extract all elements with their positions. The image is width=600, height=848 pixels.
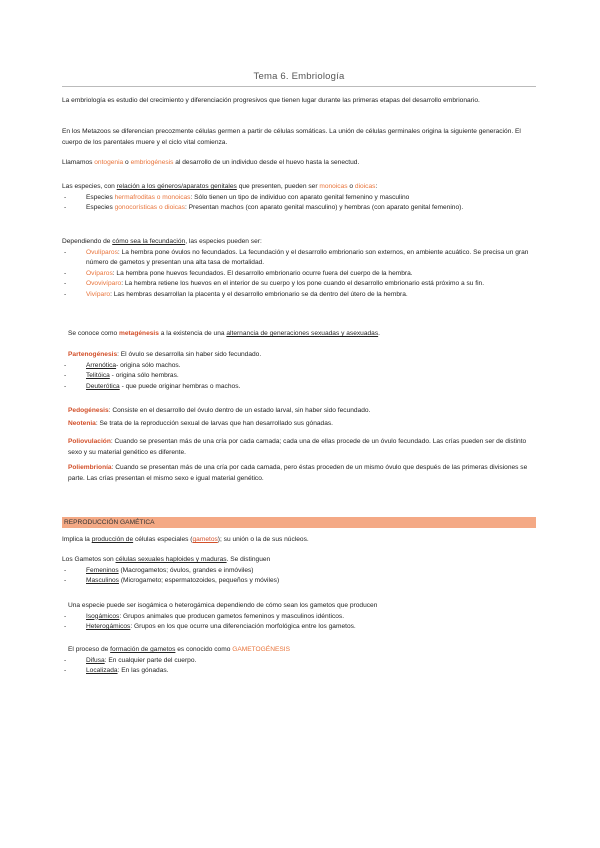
gametos-section: Los Gametos son células sexuales haploides y maduras. Se distinguen - Femeninos (Macrogametos; óvulos, grandes e inmóviles) - Masculinos (Microgameto; espermatozoides, pequeños y móviles) xyxy=(62,555,536,587)
ontogenia-paragraph: Llamamos ontogenia o embriogénesis al desarrollo de un individuo desde el huevo hasta la senectud. xyxy=(62,159,360,166)
isogamica-list xyxy=(62,612,542,633)
list-item: - Especies gonocorísticas o dioicas: Presentan machos (con aparato genital masculino) y hembras (con aparato genital femenino). xyxy=(62,203,536,214)
list-item: - Femeninos (Macrogametos; óvulos, grandes e inmóviles) xyxy=(62,566,536,577)
list-item: - Vivíparo: Las hembras desarrollan la placenta y el desarrollo embrionario se da dentro del útero de la hembra. xyxy=(62,290,536,301)
list-item: - Ovulíparos: La hembra pone óvulos no fecundados. La fecundación y el desarrollo embrionario son externos, en ambiente acuático. Se precisa un gran número de gametos y presentan una alta tasa de mortalidad. xyxy=(62,248,536,269)
metagenesis-link: alternancia de generaciones sexuadas y asexuadas xyxy=(226,330,379,337)
gametogenesis-list xyxy=(62,656,542,677)
section-title: REPRODUCCIÓN GAMÉTICA xyxy=(64,519,155,526)
list-item: - Ovíparos: La hembra pone huevos fecundados. El desarrollo embrionario ocurre fuera del cuerpo de la hembra. xyxy=(62,269,536,280)
neotenia-paragraph: Neotenia: Se trata de la reproducción sexual de larvas que han desarrollado sus gónadas. xyxy=(68,420,334,427)
intro-paragraph: La embriología es estudio del crecimiento y diferenciación progresivos que tienen lugar durante las primeras etapas del desarrollo embrionario. xyxy=(62,97,480,104)
embriogenesis-term: embriogénesis xyxy=(130,159,174,166)
list-item: - Especies hermafroditas o monoicas: Sólo tienen un tipo de individuo con aparato genital femenino y masculino xyxy=(62,193,536,204)
list-item: - Masculinos (Microgameto; espermatozoides, pequeños y móviles) xyxy=(62,576,536,587)
poliovulacion-paragraph: Poliovulación: Cuando se presentan más de una cría por cada camada; cada una de ellas procede de un óvulo fecundado. Las crías pueden ser de distinto sexo y su material genético es diferente. xyxy=(68,438,527,456)
especies-section: Las especies, con relación a los géneros/aparatos genitales que presenten, pueden ser monoicas o dioicas: - Especies hermafroditas o monoicas: Sólo tienen un tipo de individuo con aparato genital femenino y masculino - Especies gonocorísticas o dioicas: Presentan machos (con aparato genital masculino) y hembras (con aparato genital femenino). xyxy=(62,182,536,214)
list-item: - Ovovivíparo: La hembra retiene los huevos en el interior de su cuerpo y los pone cuando el desarrollo embrionario está próximo a su fin. xyxy=(62,279,536,290)
list-item: - Arrenótica- origina sólo machos. xyxy=(62,361,542,372)
isogamica-section: Una especie puede ser isogámica o heterogámica dependiendo de cómo sean los gametos que producen - Isogámicos: Grupos animales que producen gametos femeninos y masculinos idénticos. - Heterogámicos: Grupos en los que ocurre una diferenciación morfológica entre los gametos. xyxy=(62,601,542,633)
implica-paragraph: Implica la producción de células especiales (gametos); su unión o la de sus núcleos. xyxy=(62,536,309,543)
partenogenesis-list xyxy=(62,361,542,393)
list-item: - Deuterótica - que puede originar hembras o machos. xyxy=(62,382,542,393)
especies-list xyxy=(62,193,536,214)
list-item: - Localizada: En las gónadas. xyxy=(62,666,542,677)
partenogenesis-section: Partenogénesis: El óvulo se desarrolla sin haber sido fecundado. - Arrenótica- origina sólo machos. - Telitóica - origina sólo hembras. - Deuterótica - que puede originar hembras o machos. xyxy=(62,350,542,392)
list-item: - Telitóica - origina sólo hembras. xyxy=(62,371,542,382)
fecundacion-section: Dependiendo de cómo sea la fecundación, las especies pueden ser: - Ovulíparos: La hembra pone óvulos no fecundados. La fecundación y el desarrollo embrionario son externos, en ambiente acuático. Se precisa un gran número de gametos y presentan una alta tasa de mortalidad. - Ovíparos: La hembra pone huevos fecundados. El desarrollo embrionario ocurre fuera del cuerpo de la hembra. - Ovovivíparo: La hembra retiene los huevos en el interior de su cuerpo y los pone cuando el desarrollo embrionario está próximo a su fin. - Vivíparo: Las hembras desarrollan la placenta y el desarrollo embrionario se da dentro del útero de la hembra. xyxy=(62,237,536,301)
metazoos-paragraph: En los Metazoos se diferencian precozmente células germen a partir de células somáticas. La unión de células germinales origina la siguiente generación. El cuerpo de los parentales muere y el ciclo vital comienza. xyxy=(62,128,521,146)
metagenesis-paragraph: Se conoce como metagénesis a la existencia de una alternancia de generaciones sexuadas y asexuadas. xyxy=(68,330,380,337)
ontogenia-term: ontogenia xyxy=(94,159,124,166)
gametos-list xyxy=(62,566,536,587)
fecundacion-link: cómo sea la fecundación xyxy=(112,238,186,245)
list-item: - Isogámicos: Grupos animales que producen gametos femeninos y masculinos idénticos. xyxy=(62,612,542,623)
section-header-band xyxy=(62,517,536,528)
page-title: Tema 6. Embriología xyxy=(253,71,345,82)
pedogenesis-paragraph: Pedogénesis: Consiste en el desarrollo del óvulo dentro de un estado larval, sin haber sido fecundado. xyxy=(68,407,371,414)
list-item: - Heterogámicos: Grupos en los que ocurre una diferenciación morfológica entre los gametos. xyxy=(62,622,542,633)
especies-link: relación a los géneros/aparatos genitales xyxy=(116,183,237,190)
fecundacion-list xyxy=(62,248,536,301)
gametogenesis-section: El proceso de formación de gametos es conocido como GAMETOGÉNESIS - Difusa: En cualquier parte del cuerpo. - Localizada: En las gónadas. xyxy=(62,645,542,677)
poliembrionia-paragraph: Poliembrionía: Cuando se presentan más de una cría por cada camada, pero éstas proceden de un mismo óvulo que después de las primeras divisiones se parte. Las crías presentan el mismo sexo e igual material genético. xyxy=(68,464,528,482)
list-item: - Difusa: En cualquier parte del cuerpo. xyxy=(62,656,542,667)
title-divider xyxy=(62,86,536,87)
